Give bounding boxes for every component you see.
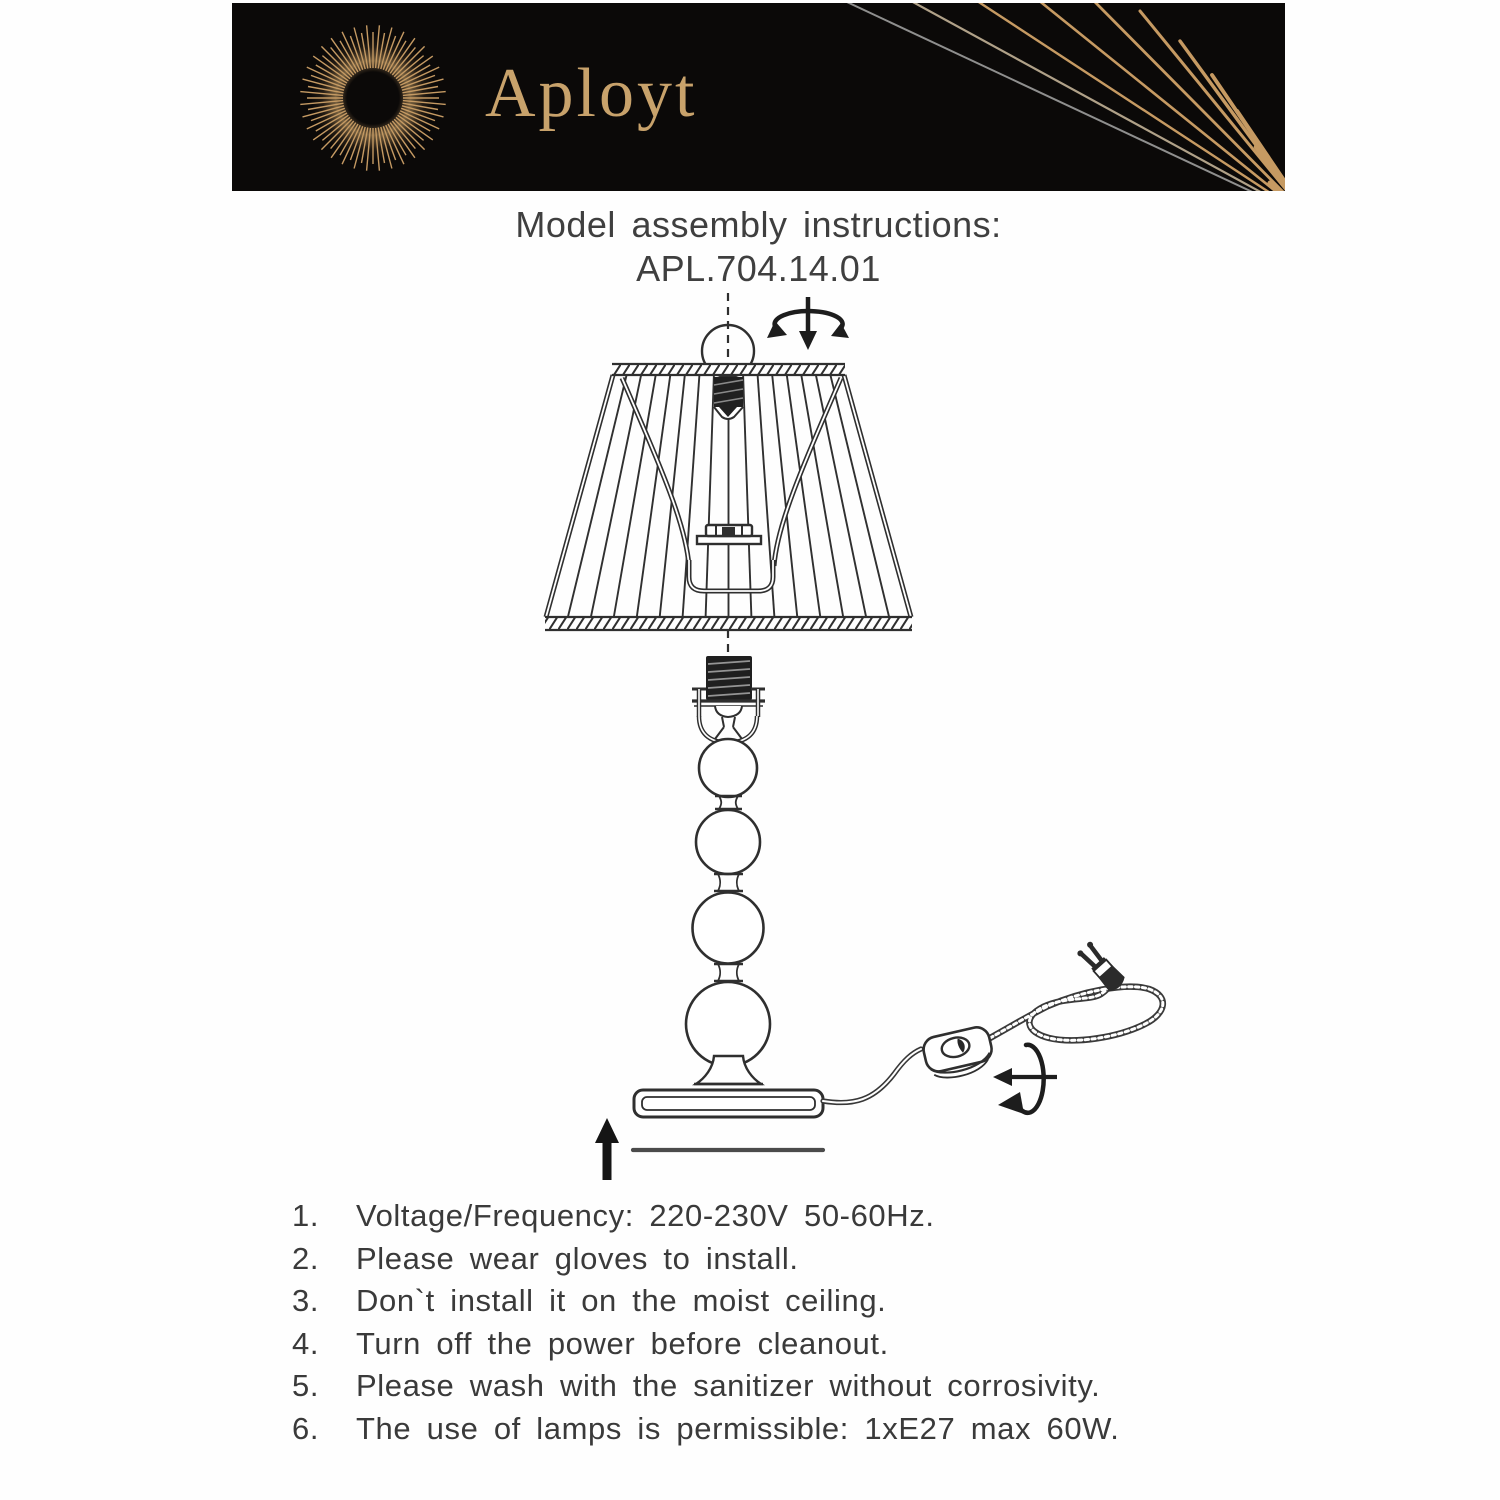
item-text: Turn off the power before cleanout.: [356, 1325, 889, 1361]
inline-switch: [921, 1025, 996, 1083]
list-item: [292, 1280, 1302, 1323]
rotate-bulb-icon: [767, 297, 849, 350]
item-text: Don`t install it on the moist ceiling.: [356, 1283, 887, 1318]
lamp-socket: [692, 656, 765, 743]
lift-base-arrow-icon: [595, 1118, 619, 1180]
item-number: 2.: [292, 1240, 320, 1276]
item-number: 6.: [292, 1410, 320, 1446]
item-number: 1.: [292, 1198, 320, 1233]
rotate-switch-icon: [993, 1045, 1057, 1114]
list-item: [292, 1195, 1302, 1238]
list-item: [292, 1323, 1302, 1366]
shade-socket: [714, 377, 743, 419]
glass-ball-stem: [686, 739, 770, 1066]
item-number: 5.: [292, 1368, 320, 1403]
item-text: The use of lamps is permissible: 1xE27 max 60W.: [356, 1410, 1120, 1446]
brand-name: Aployt: [485, 54, 698, 132]
item-text: Voltage/Frequency: 220-230V 50-60Hz.: [356, 1198, 935, 1233]
item-number: 3.: [292, 1283, 320, 1318]
list-item: [292, 1365, 1302, 1408]
page-title: Model assembly instructions:: [515, 204, 1002, 245]
base: [634, 1056, 823, 1117]
power-cord: [823, 981, 1163, 1103]
instructions-list: [292, 1195, 1302, 1450]
list-item: [292, 1408, 1302, 1451]
power-plug: [1076, 940, 1127, 993]
item-text: Please wear gloves to install.: [356, 1240, 799, 1276]
model-code: APL.704.14.01: [636, 248, 881, 289]
item-text: Please wash with the sanitizer without corrosivity.: [356, 1368, 1101, 1403]
list-item: [292, 1238, 1302, 1281]
item-number: 4.: [292, 1325, 320, 1361]
